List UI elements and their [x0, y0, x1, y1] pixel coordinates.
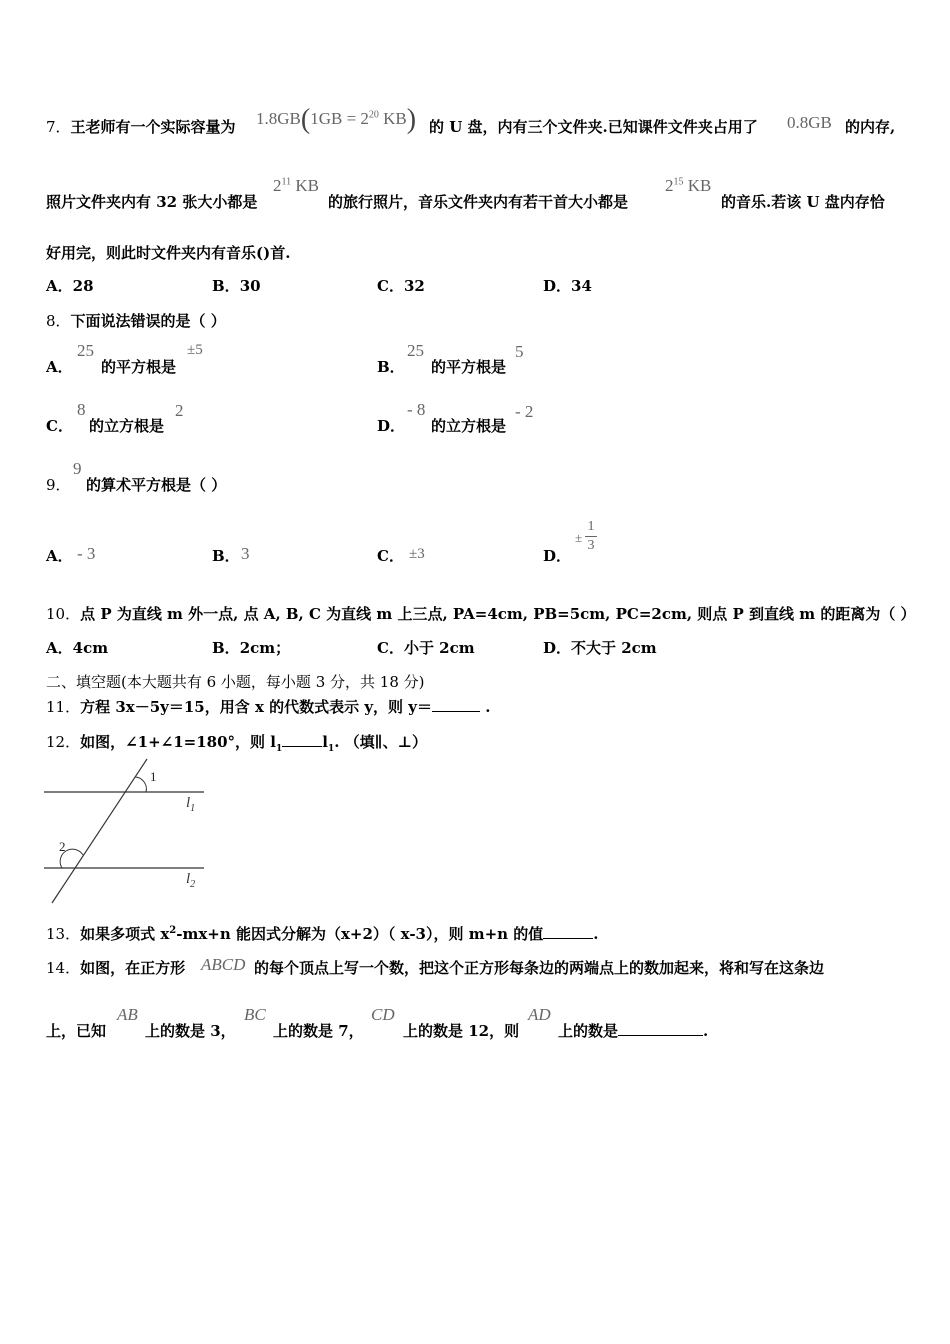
fraction-bar	[585, 536, 597, 537]
q8-option-a-math-1: 25	[77, 341, 94, 360]
question-12: 12．如图，∠1+∠1=180°，则 $l_1$ $l_1$. （填∥、⊥）	[46, 733, 428, 754]
q9-option-a-value: - 3	[77, 544, 96, 563]
q8-option-a-math-2: ±5	[187, 342, 203, 358]
q14-math-cd: CD	[371, 1005, 395, 1024]
q7-text-6: 的音乐.若该 U 盘内存恰	[721, 193, 885, 211]
q7-text-4: 照片文件夹内有 32 张大小都是	[46, 193, 258, 211]
q14-math-abcd: ABCD	[201, 955, 246, 974]
q10-option-d: D．不大于 2cm	[543, 639, 657, 657]
q8-option-b-math-2: 5	[515, 342, 524, 361]
angle-1-arc	[135, 777, 146, 792]
q8-stem: 8．下面说法错误的是（ ）	[46, 312, 226, 330]
q7-option-b: B．30	[212, 277, 261, 295]
q8-option-a-label: A．	[46, 358, 73, 376]
q7-text-3: 的内存,	[845, 118, 896, 136]
question-11: 11．方程 3x－5y＝15，用含 x 的代数式表示 y，则 y＝ .	[46, 698, 491, 716]
q8-option-d-math-2: - 2	[515, 402, 534, 421]
fraction-denominator: 3	[587, 538, 595, 553]
q8-option-c-label: C．	[46, 417, 73, 435]
q8-option-c-math-2: 2	[175, 401, 184, 420]
q7-number: 7．	[46, 118, 71, 136]
q12-answer-blank[interactable]	[282, 732, 322, 747]
q9-option-c-label: C．	[377, 547, 404, 565]
q7-text-7: 好用完，则此时文件夹内有音乐()首.	[46, 244, 291, 262]
q9-number: 9．	[46, 476, 71, 494]
q13-answer-blank[interactable]	[543, 924, 593, 939]
q8-option-a-text: 的平方根是	[101, 358, 177, 376]
transversal-line	[52, 759, 147, 903]
q14-text-7: 上的数是 .	[558, 1022, 709, 1040]
q14-math-ad: AD	[528, 1005, 551, 1024]
q8-option-d-text: 的立方根是	[431, 417, 507, 435]
angle-2-label: 2	[59, 839, 66, 854]
q8-option-c-math-1: 8	[77, 400, 86, 419]
q9-math: 9	[73, 459, 82, 478]
q10-option-b: B．2cm；	[212, 639, 291, 657]
q10-option-c: C．小于 2cm	[377, 639, 475, 657]
q7-text-2: 的 U 盘，内有三个文件夹.已知课件文件夹占用了	[429, 118, 758, 136]
fraction-numerator: 1	[587, 519, 595, 534]
q10-option-a: A．4cm	[46, 639, 109, 657]
q9-option-c-value: ±3	[409, 546, 425, 562]
q7-line-1	[46, 116, 236, 137]
q7-math-courseware: 0.8GB	[787, 113, 832, 132]
q14-math-ab: AB	[117, 1005, 138, 1024]
q8-option-b-text: 的平方根是	[431, 358, 507, 376]
angle-1-label: 1	[150, 769, 157, 784]
q14-answer-blank[interactable]	[618, 1021, 703, 1036]
q14-text-2: 的每个顶点上写一个数，把这个正方形每条边的两端点上的数加起来，将和写在这条边	[254, 959, 825, 977]
q14-text-5: 上的数是 7，	[273, 1022, 364, 1040]
q7-option-c: C．32	[377, 277, 425, 295]
q7-option-a: A．28	[46, 277, 94, 295]
q8-option-b-label: B．	[377, 358, 405, 376]
q7-text-1: 王老师有一个实际容量为	[70, 118, 236, 136]
q9-stem: 的算术平方根是（ ）	[86, 476, 227, 494]
q10-stem: 10．点 P 为直线 m 外一点, 点 A, B, C 为直线 m 上三点, PA=4cm, PB=5cm, PC=2cm, 则点 P 到直线 m 的距离为（ ）	[46, 605, 916, 623]
q12-figure	[40, 755, 210, 910]
q7-option-d: D．34	[543, 277, 592, 295]
line-l2-label: $l_2$	[186, 871, 196, 890]
q14-text-4: 上的数是 3，	[145, 1022, 236, 1040]
q9-option-b-value: 3	[241, 544, 250, 563]
q14-text-6: 上的数是 12，则	[403, 1022, 520, 1040]
q14-line-1: 14．如图，在正方形	[46, 959, 186, 977]
q8-option-c-text: 的立方根是	[89, 417, 165, 435]
q8-option-d-math-1: - 8	[407, 400, 426, 419]
q7-math-music-size: $2^{15}$ KB	[665, 176, 712, 195]
q7-math-capacity: $1.8GB(1GB = 2^{20}$ KB)	[256, 104, 417, 135]
line-l1-label: $l_1$	[186, 795, 196, 814]
q9-option-b-label: B．	[212, 547, 240, 565]
q11-answer-blank[interactable]	[432, 697, 480, 712]
q14-text-3: 上，已知	[46, 1022, 107, 1040]
q14-math-bc: BC	[244, 1005, 266, 1024]
section-2-heading: 二、填空题(本大题共有 6 小题，每小题 3 分，共 18 分)	[46, 673, 425, 691]
q7-math-photo-size: $2^{11}$ KB	[273, 176, 320, 195]
q8-option-d-label: D．	[377, 417, 406, 435]
q7-text-5: 的旅行照片，音乐文件夹内有若干首大小都是	[328, 193, 629, 211]
q9-option-d-sign: ±	[575, 530, 583, 545]
q9-option-a-label: A．	[46, 547, 73, 565]
q8-option-b-math-1: 25	[407, 341, 424, 360]
q9-option-d-fraction	[585, 519, 597, 554]
q9-option-d-label: D．	[543, 547, 572, 565]
question-13: 13．如果多项式 $x^2-mx+n$ 能因式分解为（x+2）（ x-3），则 m+n 的值 .	[46, 925, 599, 943]
